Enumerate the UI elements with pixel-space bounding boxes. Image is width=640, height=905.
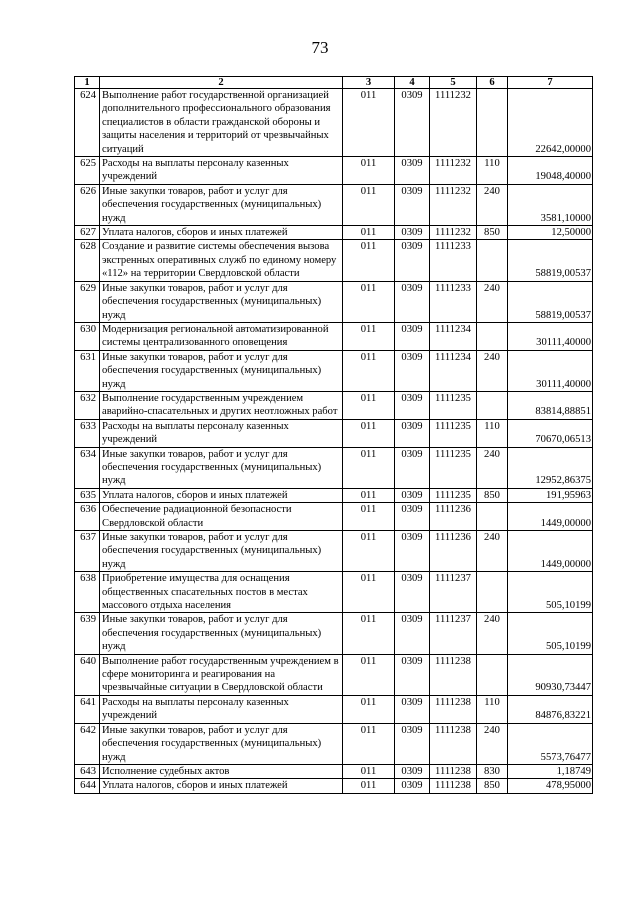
row-code-3: 011 (343, 654, 395, 695)
row-code-4: 0309 (395, 531, 430, 572)
row-code-3: 011 (343, 240, 395, 281)
row-code-3: 011 (343, 419, 395, 447)
row-number: 629 (75, 281, 100, 322)
row-code-5: 1111235 (430, 419, 477, 447)
table-row (75, 157, 593, 185)
row-code-6: 240 (477, 531, 508, 572)
row-code-4: 0309 (395, 350, 430, 391)
row-amount: 58819,00537 (508, 281, 593, 322)
row-code-3: 011 (343, 723, 395, 764)
row-description: Иные закупки товаров, работ и услуг для обеспечения государственных (муниципальных) нужд (100, 723, 343, 764)
row-code-4: 0309 (395, 695, 430, 723)
row-number: 625 (75, 157, 100, 185)
row-amount: 5573,76477 (508, 723, 593, 764)
row-code-4: 0309 (395, 779, 430, 793)
table-row (75, 488, 593, 502)
row-code-6: 850 (477, 226, 508, 240)
table-row (75, 613, 593, 654)
row-code-4: 0309 (395, 226, 430, 240)
row-description: Расходы на выплаты персоналу казенных учреждений (100, 419, 343, 447)
row-code-3: 011 (343, 89, 395, 157)
row-amount: 12,50000 (508, 226, 593, 240)
row-amount: 58819,00537 (508, 240, 593, 281)
row-description: Выполнение государственным учреждением аварийно-спасательных и других неотложных работ (100, 391, 343, 419)
row-code-4: 0309 (395, 157, 430, 185)
header-row (75, 77, 593, 89)
row-code-6: 830 (477, 764, 508, 778)
row-code-6 (477, 240, 508, 281)
row-code-3: 011 (343, 779, 395, 793)
row-code-5: 1111234 (430, 322, 477, 350)
table-row (75, 572, 593, 613)
row-number: 633 (75, 419, 100, 447)
row-code-5: 1111233 (430, 281, 477, 322)
table-row (75, 240, 593, 281)
row-number: 626 (75, 184, 100, 225)
row-number: 637 (75, 531, 100, 572)
row-description: Иные закупки товаров, работ и услуг для обеспечения государственных (муниципальных) нужд (100, 613, 343, 654)
row-number: 628 (75, 240, 100, 281)
row-code-6: 110 (477, 419, 508, 447)
row-amount: 22642,00000 (508, 89, 593, 157)
row-amount: 19048,40000 (508, 157, 593, 185)
row-code-3: 011 (343, 226, 395, 240)
row-code-3: 011 (343, 350, 395, 391)
row-code-3: 011 (343, 764, 395, 778)
row-code-4: 0309 (395, 184, 430, 225)
row-code-5: 1111238 (430, 779, 477, 793)
row-code-3: 011 (343, 447, 395, 488)
row-code-4: 0309 (395, 572, 430, 613)
row-number: 634 (75, 447, 100, 488)
row-code-6: 240 (477, 184, 508, 225)
row-code-6: 240 (477, 281, 508, 322)
row-code-6 (477, 89, 508, 157)
row-amount: 505,10199 (508, 572, 593, 613)
row-code-3: 011 (343, 322, 395, 350)
row-number: 624 (75, 89, 100, 157)
row-number: 641 (75, 695, 100, 723)
row-code-3: 011 (343, 695, 395, 723)
table-row (75, 226, 593, 240)
row-number: 627 (75, 226, 100, 240)
row-amount: 30111,40000 (508, 350, 593, 391)
row-code-5: 1111235 (430, 391, 477, 419)
row-number: 632 (75, 391, 100, 419)
row-amount: 83814,88851 (508, 391, 593, 419)
row-description: Иные закупки товаров, работ и услуг для обеспечения государственных (муниципальных) нужд (100, 281, 343, 322)
row-description: Обеспечение радиационной безопасности Свердловской области (100, 503, 343, 531)
row-amount: 3581,10000 (508, 184, 593, 225)
row-description: Расходы на выплаты персоналу казенных учреждений (100, 695, 343, 723)
row-code-5: 1111232 (430, 184, 477, 225)
row-amount: 505,10199 (508, 613, 593, 654)
row-code-5: 1111238 (430, 695, 477, 723)
row-code-5: 1111236 (430, 531, 477, 572)
row-description: Уплата налогов, сборов и иных платежей (100, 226, 343, 240)
table-row (75, 531, 593, 572)
row-code-4: 0309 (395, 764, 430, 778)
row-code-4: 0309 (395, 723, 430, 764)
column-header: 3 (343, 77, 395, 89)
table-row (75, 447, 593, 488)
row-description: Создание и развитие системы обеспечения вызова экстренных оперативных служб по единому номеру «112» на территории Свердловской области (100, 240, 343, 281)
row-code-5: 1111235 (430, 488, 477, 502)
row-code-4: 0309 (395, 89, 430, 157)
row-number: 640 (75, 654, 100, 695)
row-code-6 (477, 503, 508, 531)
row-amount: 84876,83221 (508, 695, 593, 723)
row-amount: 478,95000 (508, 779, 593, 793)
row-number: 644 (75, 779, 100, 793)
row-code-3: 011 (343, 391, 395, 419)
row-code-3: 011 (343, 503, 395, 531)
row-code-4: 0309 (395, 613, 430, 654)
row-amount: 191,95963 (508, 488, 593, 502)
row-amount: 1449,00000 (508, 503, 593, 531)
row-number: 643 (75, 764, 100, 778)
table-row (75, 503, 593, 531)
row-amount: 90930,73447 (508, 654, 593, 695)
column-header: 6 (477, 77, 508, 89)
row-description: Иные закупки товаров, работ и услуг для обеспечения государственных (муниципальных) нужд (100, 350, 343, 391)
row-number: 635 (75, 488, 100, 502)
row-description: Иные закупки товаров, работ и услуг для обеспечения государственных (муниципальных) нужд (100, 531, 343, 572)
row-description: Модернизация региональной автоматизированной системы централизованного оповещения (100, 322, 343, 350)
row-code-6: 240 (477, 447, 508, 488)
row-description: Иные закупки товаров, работ и услуг для обеспечения государственных (муниципальных) нужд (100, 184, 343, 225)
column-header: 2 (100, 77, 343, 89)
row-code-6: 110 (477, 157, 508, 185)
row-code-5: 1111232 (430, 157, 477, 185)
row-code-6 (477, 322, 508, 350)
row-code-3: 011 (343, 281, 395, 322)
table-row (75, 779, 593, 793)
row-code-4: 0309 (395, 488, 430, 502)
row-description: Расходы на выплаты персоналу казенных учреждений (100, 157, 343, 185)
row-code-4: 0309 (395, 240, 430, 281)
row-description: Приобретение имущества для оснащения общественных спасательных постов в местах массового отдыха населения (100, 572, 343, 613)
row-code-6: 850 (477, 488, 508, 502)
row-description: Уплата налогов, сборов и иных платежей (100, 488, 343, 502)
row-code-5: 1111238 (430, 723, 477, 764)
row-code-6: 110 (477, 695, 508, 723)
row-code-4: 0309 (395, 322, 430, 350)
table-row (75, 391, 593, 419)
table-row (75, 723, 593, 764)
row-code-5: 1111235 (430, 447, 477, 488)
budget-table (74, 76, 593, 794)
row-code-5: 1111234 (430, 350, 477, 391)
row-code-6: 240 (477, 613, 508, 654)
table-row (75, 322, 593, 350)
row-code-5: 1111237 (430, 613, 477, 654)
table-row (75, 764, 593, 778)
row-code-6: 240 (477, 350, 508, 391)
row-number: 631 (75, 350, 100, 391)
row-code-6 (477, 654, 508, 695)
row-code-3: 011 (343, 613, 395, 654)
table-row (75, 419, 593, 447)
row-number: 642 (75, 723, 100, 764)
row-amount: 1,18749 (508, 764, 593, 778)
row-number: 638 (75, 572, 100, 613)
column-header: 4 (395, 77, 430, 89)
row-code-3: 011 (343, 184, 395, 225)
column-header: 7 (508, 77, 593, 89)
row-code-5: 1111238 (430, 654, 477, 695)
row-number: 630 (75, 322, 100, 350)
row-code-4: 0309 (395, 281, 430, 322)
row-description: Выполнение работ государственным учреждением в сфере мониторинга и реагирования на чрезвычайные ситуации в Свердловской области (100, 654, 343, 695)
row-amount: 1449,00000 (508, 531, 593, 572)
row-description: Исполнение судебных актов (100, 764, 343, 778)
row-code-3: 011 (343, 488, 395, 502)
row-code-5: 1111232 (430, 226, 477, 240)
row-code-4: 0309 (395, 654, 430, 695)
row-number: 639 (75, 613, 100, 654)
table-row (75, 89, 593, 157)
table-row (75, 350, 593, 391)
row-description: Уплата налогов, сборов и иных платежей (100, 779, 343, 793)
row-description: Иные закупки товаров, работ и услуг для обеспечения государственных (муниципальных) нужд (100, 447, 343, 488)
row-description: Выполнение работ государственной организацией дополнительного профессионального образования специалистов в области гражданской обороны и защиты населения и территорий от чрезвычайных ситуаций (100, 89, 343, 157)
table-row (75, 281, 593, 322)
row-code-4: 0309 (395, 391, 430, 419)
row-code-3: 011 (343, 531, 395, 572)
row-code-3: 011 (343, 572, 395, 613)
table-row (75, 695, 593, 723)
table-row (75, 184, 593, 225)
row-code-5: 1111232 (430, 89, 477, 157)
row-amount: 30111,40000 (508, 322, 593, 350)
row-code-6: 240 (477, 723, 508, 764)
row-amount: 70670,06513 (508, 419, 593, 447)
row-code-4: 0309 (395, 447, 430, 488)
row-code-6 (477, 391, 508, 419)
row-code-5: 1111237 (430, 572, 477, 613)
row-code-5: 1111238 (430, 764, 477, 778)
row-code-5: 1111236 (430, 503, 477, 531)
column-header: 1 (75, 77, 100, 89)
page-number: 73 (311, 38, 329, 57)
row-code-6: 850 (477, 779, 508, 793)
table-row (75, 654, 593, 695)
row-code-4: 0309 (395, 419, 430, 447)
row-number: 636 (75, 503, 100, 531)
row-code-6 (477, 572, 508, 613)
column-header: 5 (430, 77, 477, 89)
row-code-4: 0309 (395, 503, 430, 531)
row-code-5: 1111233 (430, 240, 477, 281)
row-code-3: 011 (343, 157, 395, 185)
row-amount: 12952,86375 (508, 447, 593, 488)
